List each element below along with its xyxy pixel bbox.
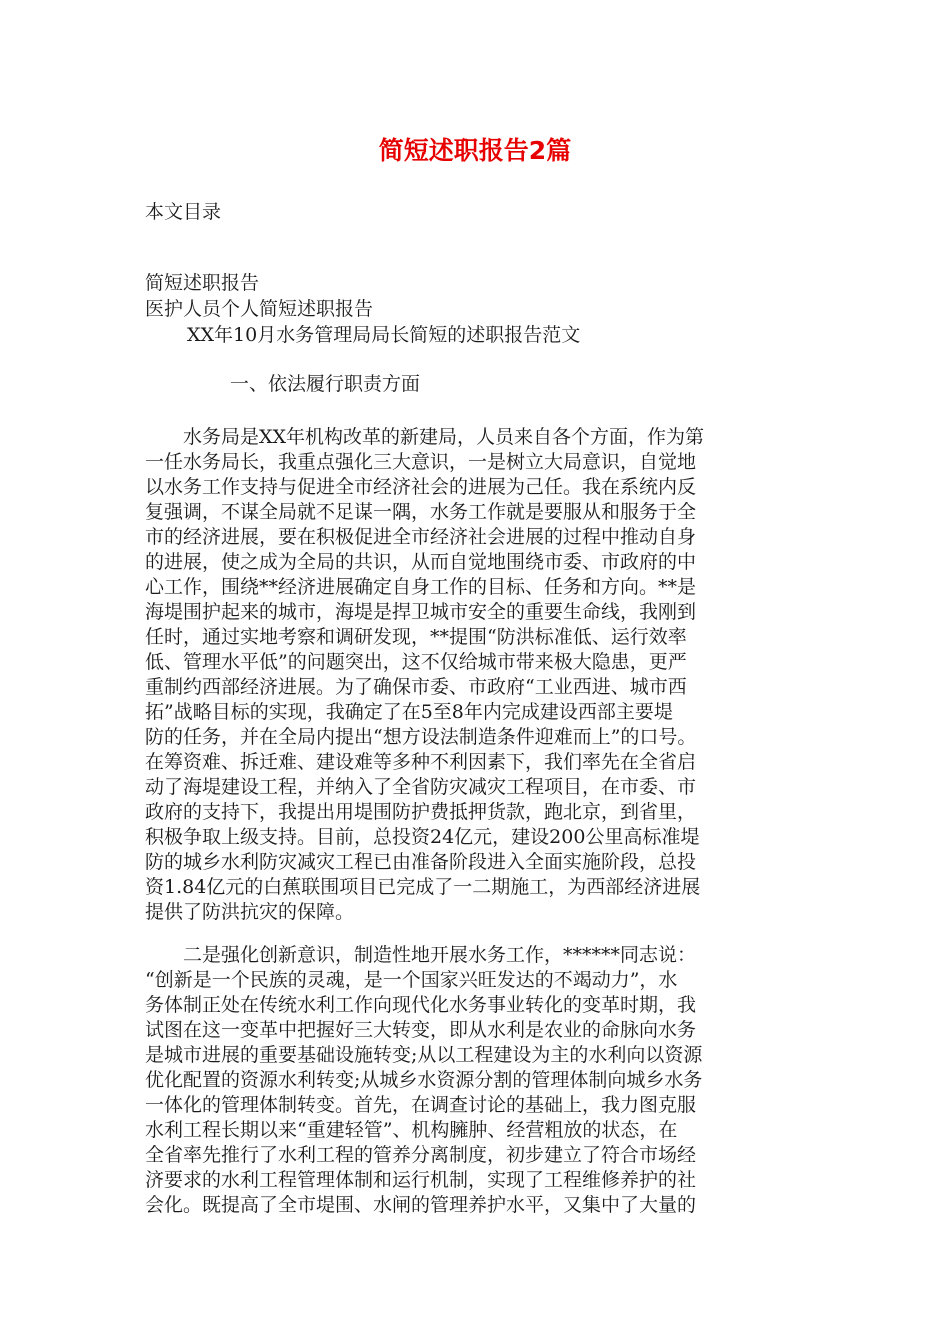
text-line: 防的城乡水利防灾减灾工程已由准备阶段进入全面实施阶段，总投 [145,851,697,873]
text-line: 市的经济进展，要在积极促进全市经济社会进展的过程中推动自身 [145,526,697,548]
text-line: 拓”战略目标的实现，我确定了在5至8年内完成建设西部主要堤 [145,701,673,723]
text-line: 心工作，围绕**经济进展确定自身工作的目标、任务和方向。**是 [145,576,697,598]
text-line: 会化。既提高了全市堤围、水闸的管理养护水平，又集中了大量的 [145,1194,697,1216]
text-line: 以水务工作支持与促进全市经济社会的进展为己任。我在系统内反 [145,476,697,498]
text-line: 水利工程长期以来“重建轻管”、机构臃肿、经营粗放的状态，在 [145,1119,678,1141]
text-line: 一任水务局长，我重点强化三大意识，一是树立大局意识，自觉地 [145,451,697,473]
text-line: 二是强化创新意识，制造性地开展水务工作，******同志说： [145,944,697,966]
text-line: 任时，通过实地考察和调研发现，**提围“防洪标准低、运行效率 [145,626,687,648]
text-line: 复强调，不谋全局就不足谋一隅，水务工作就是要服从和服务于全 [145,501,697,523]
toc-item-medical-staff-report[interactable]: 医护人员个人简短述职报告 [145,298,374,320]
text-line: 积极争取上级支持。目前，总投资24亿元，建设200公里高标准堤 [145,826,700,848]
text-line: 防的任务，并在全局内提出“想方设法制造条件迎难而上”的口号。 [145,726,697,748]
body-paragraph-1 [145,425,704,925]
text-line: 海堤围护起来的城市，海堤是捍卫城市安全的重要生命线，我刚到 [145,601,697,623]
page-title: 简短述职报告2篇 [378,136,572,165]
text-line: 资1.84亿元的白蕉联围项目已完成了一二期施工，为西部经济进展 [145,876,701,898]
text-line: 全省率先推行了水利工程的管养分离制度，初步建立了符合市场经 [145,1144,697,1166]
section-heading: 一、依法履行职责方面 [230,373,421,395]
text-line: 动了海堤建设工程，并纳入了全省防灾减灾工程项目，在市委、市 [145,776,697,798]
text-line: 水务局是XX年机构改革的新建局，人员来自各个方面，作为第 [145,426,705,448]
document-heading: XX年10月水务管理局局长简短的述职报告范文 [187,324,581,346]
text-line: 在筹资难、拆迁难、建设难等多种不利因素下，我们率先在全省启 [145,751,697,773]
toc-item-short-report[interactable]: 简短述职报告 [145,272,260,294]
text-line: 政府的支持下，我提出用堤围防护费抵押货款，跑北京，到省里， [145,801,697,823]
text-line: 重制约西部经济进展。为了确保市委、市政府“工业西进、城市西 [145,676,687,698]
text-line: 的进展，使之成为全局的共识，从而自觉地围绕市委、市政府的中 [145,551,697,573]
text-line: 优化配置的资源水利转变;从城乡水资源分割的管理体制向城乡水务 [145,1069,703,1091]
text-line: 济要求的水利工程管理体制和运行机制，实现了工程维修养护的社 [145,1169,697,1191]
text-line: 低、管理水平低”的问题突出，这不仅给城市带来极大隐患，更严 [145,651,687,673]
text-line: 提供了防洪抗灾的保障。 [145,901,355,923]
text-line: “创新是一个民族的灵魂，是一个国家兴旺发达的不竭动力”，水 [145,969,678,991]
text-line: 试图在这一变革中把握好三大转变，即从水利是农业的命脉向水务 [145,1019,697,1041]
text-line: 是城市进展的重要基础设施转变;从以工程建设为主的水利向以资源 [145,1044,703,1066]
body-paragraph-2 [145,943,702,1218]
toc-heading: 本文目录 [145,201,222,223]
text-line: 一体化的管理体制转变。首先，在调查讨论的基础上，我力图克服 [145,1094,697,1116]
table-of-contents [145,270,580,348]
text-line: 务体制正处在传统水利工作向现代化水务事业转化的变革时期，我 [145,994,697,1016]
